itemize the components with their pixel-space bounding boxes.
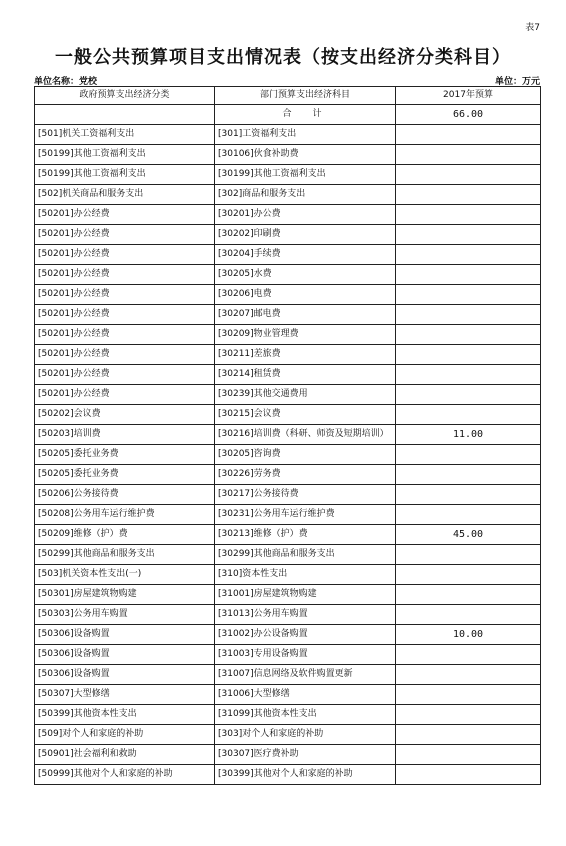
gov-classification-cell: [50199]其他工资福利支出 [35,145,215,165]
dept-subject-cell: [30216]培训费（科研、师资及短期培训） [215,425,396,445]
budget-amount-cell [396,345,541,365]
gov-classification-cell: [50201]办公经费 [35,265,215,285]
budget-amount-cell [396,265,541,285]
gov-classification-cell: [50201]办公经费 [35,225,215,245]
dept-subject-cell: [30209]物业管理费 [215,325,396,345]
dept-subject-cell: [30307]医疗费补助 [215,745,396,765]
table-row [35,165,541,185]
gov-classification-cell: [50901]社会福利和救助 [35,745,215,765]
table-row [35,425,541,445]
gov-classification-cell: [509]对个人和家庭的补助 [35,725,215,745]
gov-classification-cell: [50201]办公经费 [35,345,215,365]
gov-classification-cell: [50205]委托业务费 [35,465,215,485]
gov-classification-cell: [503]机关资本性支出(一) [35,565,215,585]
table-row [35,265,541,285]
dept-subject-cell: [30215]会议费 [215,405,396,425]
dept-subject-cell: [30213]维修（护）费 [215,525,396,545]
table-row [35,525,541,545]
table-row [35,745,541,765]
table-row [35,285,541,305]
table-row [35,445,541,465]
gov-classification-cell: [50201]办公经费 [35,385,215,405]
gov-classification-cell: [50201]办公经费 [35,285,215,305]
table-row [35,185,541,205]
gov-classification-cell: [50206]公务接待费 [35,485,215,505]
gov-classification-cell: [50399]其他资本性支出 [35,705,215,725]
budget-amount-cell [396,725,541,745]
table-row [35,585,541,605]
dept-subject-cell: [303]对个人和家庭的补助 [215,725,396,745]
dept-subject-cell: [31006]大型修缮 [215,685,396,705]
budget-amount-cell [396,225,541,245]
header-row [35,87,541,105]
budget-amount-cell [396,285,541,305]
budget-amount-cell [396,125,541,145]
dept-subject-cell: [302]商品和服务支出 [215,185,396,205]
table-row [35,565,541,585]
dept-subject-cell: [31002]办公设备购置 [215,625,396,645]
table-row [35,125,541,145]
budget-amount-cell [396,145,541,165]
budget-amount-cell [396,505,541,525]
table-row [35,385,541,405]
dept-subject-cell: [30399]其他对个人和家庭的补助 [215,765,396,785]
gov-classification-cell: [50201]办公经费 [35,205,215,225]
gov-classification-cell: [501]机关工资福利支出 [35,125,215,145]
dept-subject-cell: [30206]电费 [215,285,396,305]
dept-subject-cell: [30211]差旅费 [215,345,396,365]
dept-subject-cell: [30239]其他交通费用 [215,385,396,405]
table-row [35,465,541,485]
table-row [35,205,541,225]
table-row [35,405,541,425]
gov-classification-cell: [50208]公务用车运行维护费 [35,505,215,525]
gov-classification-cell: [50201]办公经费 [35,365,215,385]
budget-amount-cell [396,305,541,325]
table-row [35,345,541,365]
dept-subject-cell: [30202]印刷费 [215,225,396,245]
gov-classification-cell: [50209]维修（护）费 [35,525,215,545]
unit-measure-label: 单位：万元 [494,77,540,87]
gov-classification-cell: [50299]其他商品和服务支出 [35,545,215,565]
dept-subject-cell: [30205]水费 [215,265,396,285]
total-label: 合 计 [215,105,396,125]
dept-subject-cell: [31001]房屋建筑物购建 [215,585,396,605]
gov-classification-cell: [50307]大型修缮 [35,685,215,705]
gov-classification-cell: [502]机关商品和服务支出 [35,185,215,205]
dept-subject-cell: [31003]专用设备购置 [215,645,396,665]
gov-classification-cell: [50303]公务用车购置 [35,605,215,625]
total-row [35,105,541,125]
table-row [35,485,541,505]
dept-subject-cell: [31013]公务用车购置 [215,605,396,625]
table-number-tag: 表7 [525,23,540,33]
budget-amount-cell [396,545,541,565]
dept-subject-cell: [30226]劳务费 [215,465,396,485]
gov-classification-cell: [50306]设备购置 [35,665,215,685]
table-row [35,765,541,785]
table-row [35,325,541,345]
header-budget-2017: 2017年预算 [396,87,541,105]
budget-amount-cell [396,465,541,485]
table-row [35,245,541,265]
table-row [35,365,541,385]
table-row [35,545,541,565]
budget-amount-cell [396,445,541,465]
dept-subject-cell: [30204]手续费 [215,245,396,265]
table-row [35,145,541,165]
gov-classification-cell: [50203]培训费 [35,425,215,445]
dept-subject-cell: [30214]租赁费 [215,365,396,385]
dept-subject-cell: [30201]办公费 [215,205,396,225]
gov-classification-cell: [50201]办公经费 [35,325,215,345]
page-title: 一般公共预算项目支出情况表（按支出经济分类科目） [55,47,511,68]
dept-subject-cell: [301]工资福利支出 [215,125,396,145]
budget-amount-cell [396,585,541,605]
total-empty-cell [35,105,215,125]
table-row [35,625,541,645]
gov-classification-cell: [50199]其他工资福利支出 [35,165,215,185]
dept-subject-cell: [30205]咨询费 [215,445,396,465]
dept-subject-cell: [30299]其他商品和服务支出 [215,545,396,565]
budget-amount-cell [396,745,541,765]
budget-amount-cell [396,765,541,785]
table-row [35,305,541,325]
table-row [35,505,541,525]
budget-amount-cell: 11.00 [396,425,541,445]
table-row [35,645,541,665]
budget-amount-cell [396,685,541,705]
budget-amount-cell [396,365,541,385]
table-row [35,605,541,625]
budget-amount-cell [396,165,541,185]
table-row [35,725,541,745]
gov-classification-cell: [50205]委托业务费 [35,445,215,465]
budget-amount-cell: 10.00 [396,625,541,645]
dept-subject-cell: [30199]其他工资福利支出 [215,165,396,185]
budget-amount-cell [396,485,541,505]
header-gov-classification: 政府预算支出经济分类 [35,87,215,105]
budget-amount-cell [396,325,541,345]
budget-amount-cell [396,385,541,405]
dept-subject-cell: [310]资本性支出 [215,565,396,585]
dept-subject-cell: [30106]伙食补助费 [215,145,396,165]
budget-amount-cell [396,705,541,725]
budget-amount-cell [396,605,541,625]
budget-amount-cell [396,185,541,205]
budget-amount-cell [396,405,541,425]
gov-classification-cell: [50201]办公经费 [35,245,215,265]
header-dept-subject: 部门预算支出经济科目 [215,87,396,105]
dept-subject-cell: [31099]其他资本性支出 [215,705,396,725]
gov-classification-cell: [50202]会议费 [35,405,215,425]
dept-subject-cell: [31007]信息网络及软件购置更新 [215,665,396,685]
dept-subject-cell: [30207]邮电费 [215,305,396,325]
dept-subject-cell: [30217]公务接待费 [215,485,396,505]
table-row [35,705,541,725]
unit-name-label: 单位名称：党校 [34,77,98,87]
budget-amount-cell [396,565,541,585]
table-row [35,225,541,245]
budget-amount-cell [396,245,541,265]
gov-classification-cell: [50301]房屋建筑物购建 [35,585,215,605]
budget-amount-cell: 45.00 [396,525,541,545]
gov-classification-cell: [50999]其他对个人和家庭的补助 [35,765,215,785]
gov-classification-cell: [50201]办公经费 [35,305,215,325]
budget-amount-cell [396,665,541,685]
gov-classification-cell: [50306]设备购置 [35,645,215,665]
budget-amount-cell [396,645,541,665]
budget-table [34,86,541,785]
gov-classification-cell: [50306]设备购置 [35,625,215,645]
table-row [35,685,541,705]
budget-amount-cell [396,205,541,225]
dept-subject-cell: [30231]公务用车运行维护费 [215,505,396,525]
total-value: 66.00 [396,105,541,125]
table-row [35,665,541,685]
